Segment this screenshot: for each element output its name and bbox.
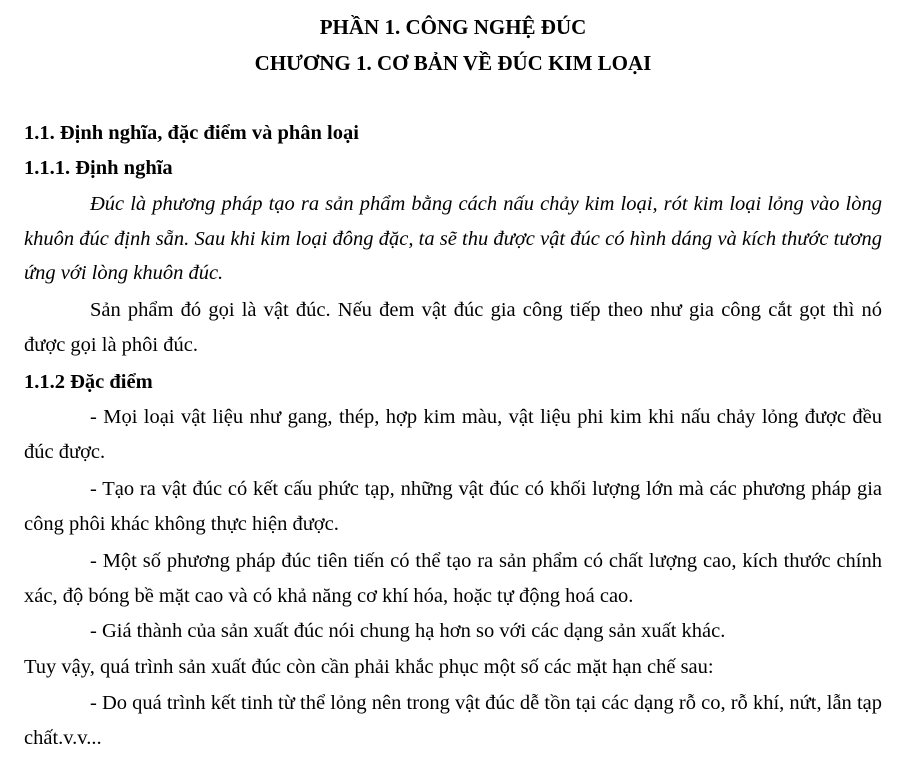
chapter-title: CHƯƠNG 1. CƠ BẢN VỀ ĐÚC KIM LOẠI (254, 51, 652, 75)
section-heading-1-1: 1.1. Định nghĩa, đặc điểm và phân loại (24, 122, 359, 144)
characteristic-item-1: - Mọi loại vật liệu như gang, thép, hợp kim màu, vật liệu phi kim khi nấu chảy lỏng được đều đúc được. (24, 406, 882, 463)
limitation-item-1: - Do quá trình kết tinh từ thể lỏng nên trong vật đúc dễ tồn tại các dạng rỗ co, rỗ khí, nứt, lẫn tạp chất.v.v... (24, 692, 882, 749)
characteristic-item-2: - Tạo ra vật đúc có kết cấu phức tạp, những vật đúc có khối lượng lớn mà các phương pháp gia công phôi khác không thực hiện được. (24, 478, 882, 535)
section-heading-1-1-1: 1.1.1. Định nghĩa (24, 157, 173, 179)
characteristic-item-4: - Giá thành của sản xuất đúc nói chung hạ hơn so với các dạng sản xuất khác. (90, 620, 726, 642)
part-title: PHẦN 1. CÔNG NGHỆ ĐÚC (319, 15, 587, 39)
definition-paragraph-2: Sản phẩm đó gọi là vật đúc. Nếu đem vật đúc gia công tiếp theo như gia công cắt gọt thì nó được gọi là phôi đúc. (24, 299, 882, 356)
definition-paragraph-1: Đúc là phương pháp tạo ra sản phẩm bằng cách nấu chảy kim loại, rót kim loại lỏng vào lòng khuôn đúc định sẵn. Sau khi kim loại đông đặc, ta sẽ thu được vật đúc có hình dáng và kích thước tương ứng với lòng khuôn đúc. (24, 193, 882, 285)
characteristic-item-3: - Một số phương pháp đúc tiên tiến có thể tạo ra sản phẩm có chất lượng cao, kích thước chính xác, độ bóng bề mặt cao và có khả năng cơ khí hóa, hoặc tự động hoá cao. (24, 550, 882, 607)
section-heading-1-1-2: 1.1.2 Đặc điểm (24, 371, 153, 393)
limitations-intro: Tuy vậy, quá trình sản xuất đúc còn cần phải khắc phục một số các mặt hạn chế sau: (24, 656, 714, 678)
